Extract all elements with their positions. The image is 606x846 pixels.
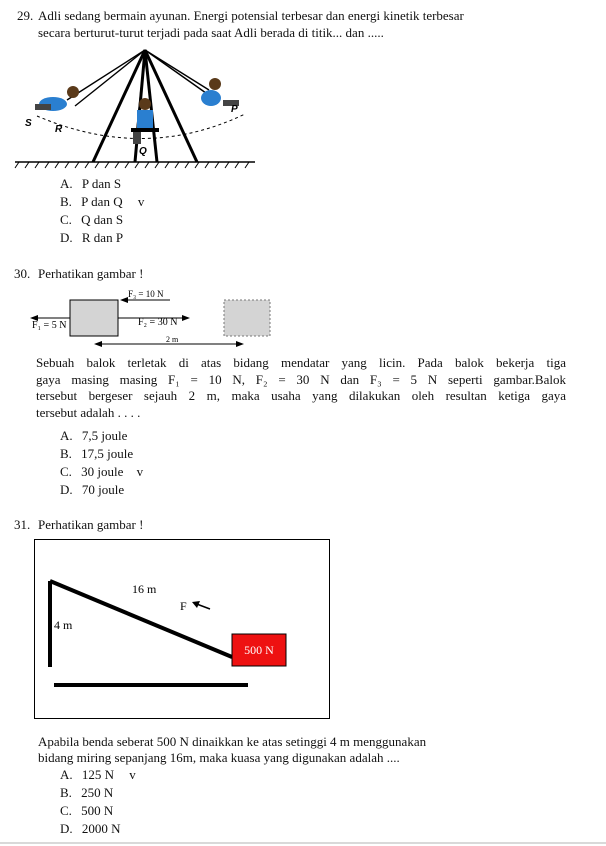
answer-mark: v [129, 767, 136, 782]
q29-question-line1: Adli sedang bermain ayunan. Energi potensial terbesar dan energi kinetik terbesar [38, 8, 464, 23]
q29-number: 29. [17, 8, 34, 23]
inclined-plane-figure [34, 539, 330, 719]
label-height: 4 m [54, 618, 73, 632]
label-length: 16 m [132, 582, 157, 596]
q30-paragraph: Sebuah balok terletak di atas bidang mendatar yang licin. Pada balok bekerja tiga gaya masing masing F₁ = 10 N, F₂ = 30 N dan F₃ = 5 N seperti gambar.Balok tersebut bergeser sejauh 2 m, maka usaha yang dilakukan oleh resultan ketiga gaya tersebut adalah . . . . [36, 355, 566, 420]
label-s: S [25, 118, 32, 129]
q29-question-line2: secara berturut-turut terjadi pada saat Adli berada di titik... dan ..... [38, 25, 384, 40]
label-f1: F₁ = 5 N [32, 320, 67, 331]
q29-option-c[interactable]: C. Q dan S [60, 212, 124, 227]
q31-option-b[interactable]: B. 250 N [60, 785, 114, 800]
label-q: Q [139, 146, 147, 157]
child-center-icon [133, 98, 153, 144]
q29-option-b[interactable]: B. P dan Q v [60, 194, 145, 209]
q31-title: Perhatikan gambar ! [38, 517, 144, 532]
q30-option-b[interactable]: B. 17,5 joule [60, 446, 134, 461]
answer-mark: v [136, 464, 144, 479]
swing-figure [15, 44, 255, 174]
label-distance: 2 m [166, 335, 179, 344]
q31-option-c[interactable]: C. 500 N [60, 803, 114, 818]
q30-option-a[interactable]: A. 7,5 joule [60, 428, 128, 443]
child-left-icon [35, 86, 79, 111]
q31-question-line2: bidang miring sepanjang 16m, maka kuasa yang digunakan adalah .... [38, 750, 400, 765]
q30-number: 30. [14, 266, 31, 281]
q29-option-d[interactable]: D. R dan P [60, 230, 124, 245]
q31-option-d[interactable]: D. 2000 N [60, 821, 121, 836]
label-weight: 500 N [244, 643, 274, 657]
q29-option-a[interactable]: A. P dan S [60, 176, 122, 191]
q31-number: 31. [14, 517, 31, 532]
q31-option-a[interactable]: A. 125 N v [60, 767, 136, 782]
label-force: F [180, 599, 187, 613]
label-p: P [231, 104, 238, 115]
child-right-icon [201, 78, 239, 106]
answer-mark: v [137, 194, 145, 209]
label-f2: F₂ = 30 N [138, 317, 178, 328]
q30-option-d[interactable]: D. 70 joule [60, 482, 125, 497]
label-f3: F₃ = 10 N [128, 289, 164, 299]
q30-title: Perhatikan gambar ! [38, 266, 144, 281]
q31-question-line1: Apabila benda seberat 500 N dinaikkan ke atas setinggi 4 m menggunakan [38, 734, 427, 749]
block-force-figure [30, 288, 280, 348]
q30-option-c[interactable]: C. 30 joule v [60, 464, 144, 479]
label-r: R [55, 124, 63, 135]
page-bottom-divider [0, 842, 606, 844]
